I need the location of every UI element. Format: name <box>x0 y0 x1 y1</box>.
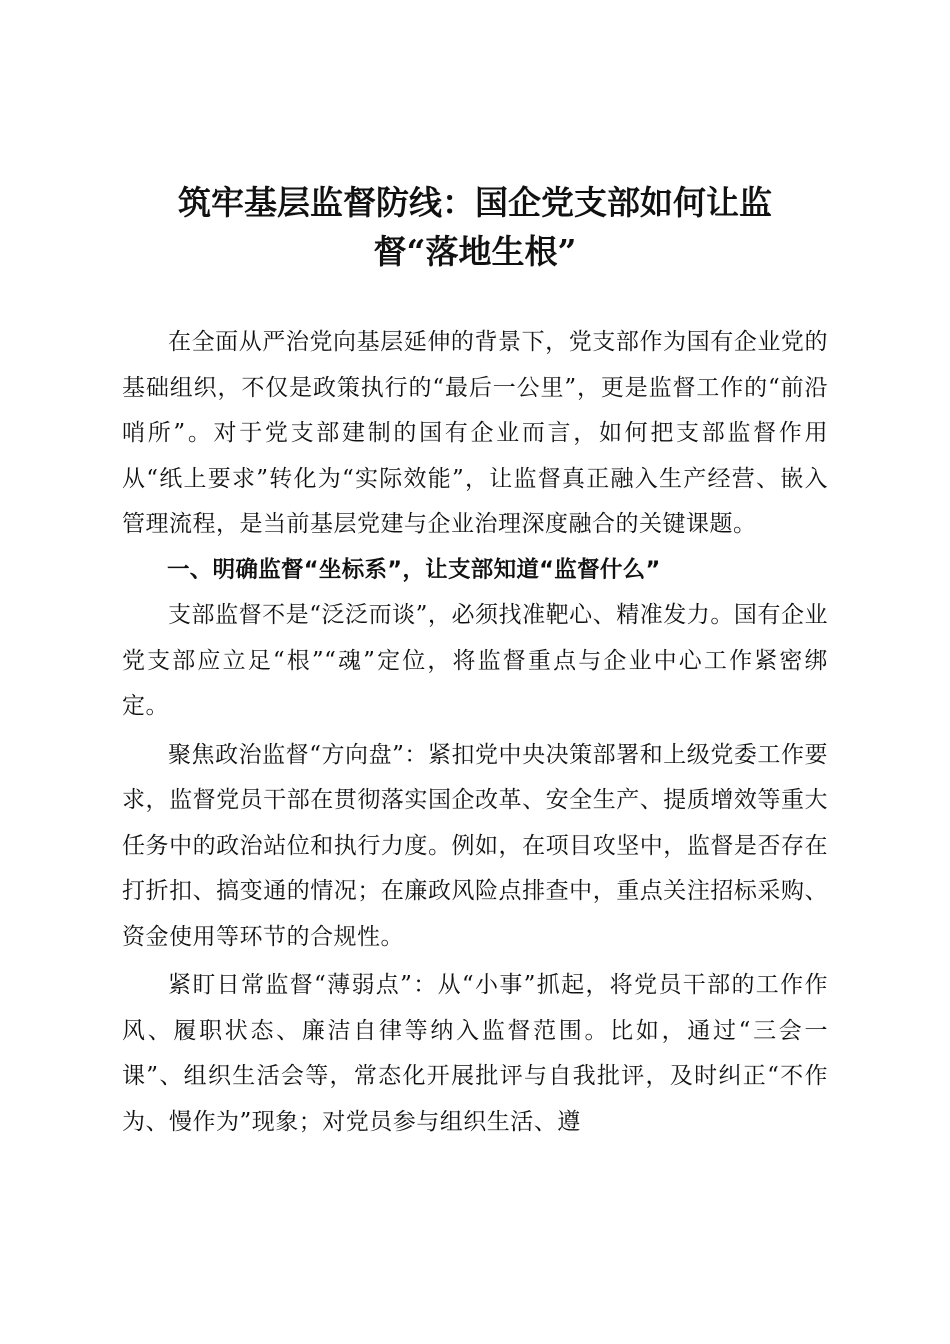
section-1-paragraph-3: 紧盯日常监督“薄弱点”：从“小事”抓起，将党员干部的工作作风、履职状态、廉洁自律等纳入监督范围。比如，通过“三会一课”、组织生活会等，常态化开展批评与自我批评，及时纠正“不作为、慢作为”现象；对党员参与组织生活、遵 <box>122 972 828 1135</box>
section-1-paragraph-1: 支部监督不是“泛泛而谈”，必须找准靶心、精准发力。国有企业党支部应立足“根”“魂”定位，将监督重点与企业中心工作紧密绑定。 <box>122 602 828 719</box>
document-body <box>122 320 828 1145</box>
title-line-1: 筑牢基层监督防线：国企党支部如何让监 <box>178 183 772 222</box>
section-1-paragraph-2: 聚焦政治监督“方向盘”：紧扣党中央决策部署和上级党委工作要求，监督党员干部在贯彻落实国企改革、安全生产、提质增效等重大任务中的政治站位和执行力度。例如，在项目攻坚中，监督是否存在打折扣、搞变通的情况；在廉政风险点排查中，重点关注招标采购、资金使用等环节的合规性。 <box>122 741 828 950</box>
title-line-2: 督“落地生根” <box>373 232 577 271</box>
document-title <box>130 178 820 276</box>
intro-paragraph: 在全面从严治党向基层延伸的背景下，党支部作为国有企业党的基础组织，不仅是政策执行的“最后一公里”，更是监督工作的“前沿哨所”。对于党支部建制的国有企业而言，如何把支部监督作用从“纸上要求”转化为“实际效能”，让监督真正融入生产经营、嵌入管理流程，是当前基层党建与企业治理深度融合的关键课题。 <box>122 329 828 537</box>
section-heading-1: 一、明确监督“坐标系”，让支部知道“监督什么” <box>167 556 661 583</box>
